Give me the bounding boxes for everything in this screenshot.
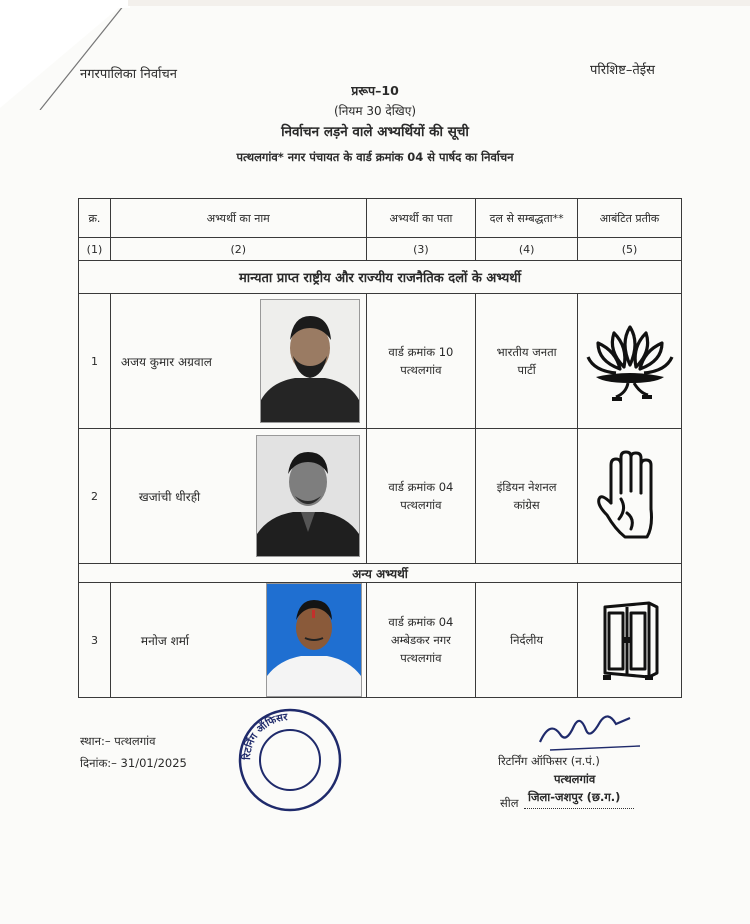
party-line: भारतीय जनता xyxy=(496,345,557,359)
section-row-recognized xyxy=(79,261,682,294)
party-line: पार्टी xyxy=(517,363,536,377)
header-left: नगरपालिका निर्वाचन xyxy=(80,67,177,82)
almirah-icon xyxy=(597,599,663,681)
officer-place: पत्थलगांव xyxy=(554,772,596,786)
symbol-cell xyxy=(578,583,682,698)
candidate-table xyxy=(78,198,682,698)
officer-district: जिला-जशपुर (छ.ग.) xyxy=(528,790,621,804)
table-header-row xyxy=(79,199,682,238)
address-cell xyxy=(366,583,476,698)
column-number: (5) xyxy=(578,238,682,261)
address-cell xyxy=(366,429,476,564)
column-number: (2) xyxy=(110,238,366,261)
symbol-cell xyxy=(578,429,682,564)
candidate-photo xyxy=(260,299,360,423)
candidate-name: अजय कुमार अग्रवाल xyxy=(120,354,212,369)
column-number: (3) xyxy=(366,238,476,261)
column-header: दल से सम्बद्धता** xyxy=(476,199,578,238)
column-header: क्र. xyxy=(79,199,111,238)
table-row xyxy=(79,583,682,698)
signature xyxy=(530,700,650,760)
official-stamp xyxy=(236,706,344,814)
place-label: स्थान:– पत्थलगांव xyxy=(80,734,156,748)
serial-number: 2 xyxy=(79,429,111,564)
lotus-icon xyxy=(584,319,676,403)
candidate-photo xyxy=(256,435,360,557)
column-number-row xyxy=(79,238,682,261)
address-line: वार्ड क्रमांक 04 xyxy=(388,480,454,494)
table-row xyxy=(79,429,682,564)
candidate-cell xyxy=(110,583,366,698)
header-right: परिशिष्ट–तेईस xyxy=(590,63,655,78)
party-cell xyxy=(476,429,578,564)
candidate-name: खजांची धीरही xyxy=(138,489,201,504)
address-line: पत्थलगांव xyxy=(400,498,442,512)
address-line: पत्थलगांव xyxy=(400,363,442,377)
address-line: वार्ड क्रमांक 10 xyxy=(388,345,454,359)
candidate-photo xyxy=(266,583,362,697)
table-row xyxy=(79,294,682,429)
column-header: अभ्यर्थी का पता xyxy=(366,199,476,238)
address-line: वार्ड क्रमांक 04 xyxy=(388,615,454,629)
address-cell xyxy=(366,294,476,429)
officer-label: रिटर्निंग ऑफिसर (न.पं.) xyxy=(498,754,600,768)
seal-label: सील xyxy=(500,796,519,810)
document-title: निर्वाचन लड़ने वाले अभ्यर्थियों की सूची xyxy=(281,124,469,140)
party-cell xyxy=(476,294,578,429)
address-line: अम्बेडकर नगर xyxy=(390,633,451,647)
column-number: (1) xyxy=(79,238,111,261)
symbol-cell xyxy=(578,294,682,429)
column-number: (4) xyxy=(476,238,578,261)
date-label: दिनांक:– 31/01/2025 xyxy=(80,756,187,770)
rule-reference: (नियम 30 देखिए) xyxy=(333,104,417,118)
serial-number: 1 xyxy=(79,294,111,429)
candidate-cell xyxy=(110,294,366,429)
form-number: प्ररूप–10 xyxy=(351,83,399,98)
section-title-recognized: मान्यता प्राप्त राष्ट्रीय और राज्यीय राजनैतिक दलों के अभ्यर्थी xyxy=(79,261,682,294)
document-subtitle: पत्थलगांव* नगर पंचायत के वार्ड क्रमांक 04 से पार्षद का निर्वाचन xyxy=(236,150,514,164)
party-line: इंडियन नेशनल xyxy=(496,480,557,494)
candidate-cell xyxy=(110,429,366,564)
stamp-text: रिटर्निंग ऑफिसर xyxy=(241,712,289,761)
party-cell xyxy=(476,583,578,698)
column-header: अभ्यर्थी का नाम xyxy=(110,199,366,238)
section-title-other: अन्य अभ्यर्थी xyxy=(79,564,682,583)
address-line: पत्थलगांव xyxy=(400,651,442,665)
candidate-name: मनोज शर्मा xyxy=(140,633,190,648)
column-header: आबंटित प्रतीक xyxy=(578,199,682,238)
serial-number: 3 xyxy=(79,583,111,698)
party-line: निर्दलीय xyxy=(510,633,544,647)
hand-icon xyxy=(597,449,663,543)
seal-line xyxy=(524,808,634,809)
section-row-other xyxy=(79,564,682,583)
party-line: कांग्रेस xyxy=(513,498,540,512)
